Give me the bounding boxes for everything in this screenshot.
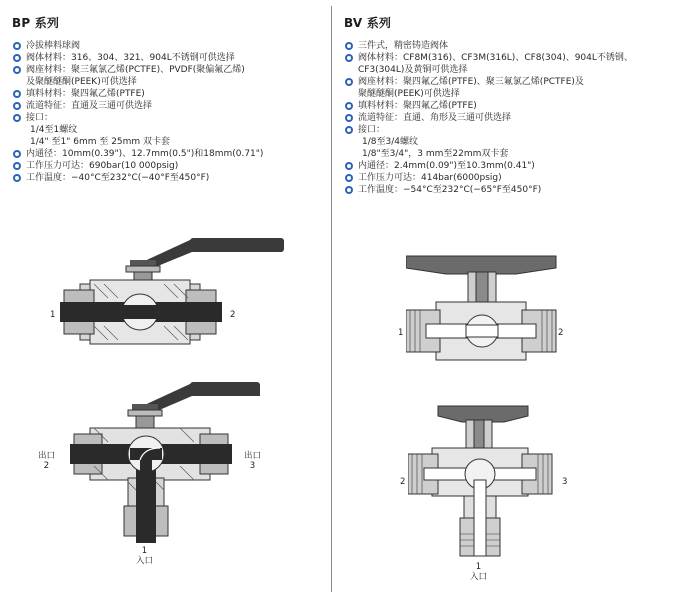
bp-spec-item <box>12 64 328 88</box>
bullet-icon <box>345 42 353 50</box>
bp-fig2-outlet-right-label: 出口 <box>244 451 262 461</box>
bp-straight-valve-drawing <box>60 232 290 362</box>
bv-spec-item <box>344 52 674 76</box>
bv-spec-item <box>344 184 674 196</box>
bullet-icon <box>345 114 353 122</box>
bp-spec-item <box>12 100 328 112</box>
bp-spec-text: 及聚醚醚酮(PEEK)可供选择 <box>26 77 137 87</box>
bv-spec-list <box>344 40 674 196</box>
bp-spec-item <box>12 88 328 100</box>
bv-three-way-valve-drawing <box>408 400 558 560</box>
bp-fig1-port-2: 2 <box>230 310 236 320</box>
bv-spec-item <box>344 160 674 172</box>
bullet-icon <box>345 78 353 86</box>
bp-spec-text: 1/4" 至1" 6mm 至 25mm 双卡套 <box>30 137 171 147</box>
bv-spec-text: 流道特征：直通、角形及三通可供选择 <box>358 113 512 123</box>
bp-fig2-inlet <box>136 546 153 566</box>
bp-fig2-inlet-num: 1 <box>141 546 148 556</box>
bv-spec-text: 三件式，精密铸造阀体 <box>358 41 449 51</box>
bv-spec-item <box>344 172 674 184</box>
bv-spec-text: 1/8"至3/4"，3 mm至22mm双卡套 <box>362 149 509 159</box>
bp-spec-item <box>12 40 328 52</box>
bp-spec-item <box>12 52 328 64</box>
bp-spec-text: 填料材料：聚四氟乙烯(PTFE) <box>26 89 145 99</box>
bv-straight-valve-drawing <box>406 248 566 378</box>
bv-spec-text: 填料材料：聚四氟乙烯(PTFE) <box>358 101 477 111</box>
bp-spec-list <box>12 40 328 184</box>
bullet-icon <box>345 162 353 170</box>
bv-spec-text: CF3(304L)及黄铜可供选择 <box>358 65 468 75</box>
bv-fig2-port-2: 2 <box>400 477 406 487</box>
bv-spec-item <box>344 76 674 100</box>
bp-fig2-outlet-right <box>244 451 261 471</box>
bullet-icon <box>345 174 353 182</box>
bv-fig1-port-1: 1 <box>398 328 404 338</box>
bp-fig2-outlet-left-num: 2 <box>43 461 50 471</box>
bv-fig1-port-2: 2 <box>558 328 564 338</box>
bp-spec-text: 接口： <box>26 113 54 123</box>
bp-spec-text: 阀体材料：316、304、321、904L不锈钢可供选择 <box>26 53 235 63</box>
bv-fig2-inlet <box>470 562 487 582</box>
bullet-icon <box>13 90 21 98</box>
bp-spec-text: 流道特征：直通及三通可供选择 <box>26 101 153 111</box>
bv-spec-item <box>344 40 674 52</box>
bv-fig2-inlet-label: 入口 <box>470 572 488 582</box>
bullet-icon <box>13 150 21 158</box>
bp-spec-text: 内通径：10mm(0.39")、12.7mm(0.5")和18mm(0.71") <box>26 149 264 159</box>
bp-three-way-valve-drawing <box>70 378 260 543</box>
bv-spec-text: 内通径：2.4mm(0.09")至10.3mm(0.41") <box>358 161 535 171</box>
bp-fig2-outlet-right-num: 3 <box>249 461 256 471</box>
bp-spec-text: 阀座材料：聚三氟氯乙烯(PCTFE)、PVDF(聚偏氟乙烯) <box>26 65 245 75</box>
bv-spec-text: 1/8至3/4螺纹 <box>362 137 418 147</box>
column-divider <box>331 6 332 592</box>
bp-spec-text: 1/4至1螺纹 <box>30 125 78 135</box>
bv-spec-text: 接口： <box>358 125 386 135</box>
bullet-icon <box>345 186 353 194</box>
bullet-icon <box>13 102 21 110</box>
bp-fig2-inlet-label: 入口 <box>136 556 154 566</box>
bv-spec-item <box>344 124 674 160</box>
bullet-icon <box>13 42 21 50</box>
bullet-icon <box>13 114 21 122</box>
bv-series-title: BV 系列 <box>344 16 392 30</box>
bv-spec-text: 阀体材料：CF8M(316)、CF3M(316L)、CF8(304)、904L不锈钢、 <box>358 53 633 63</box>
bp-spec-text: 冷拔棒料球阀 <box>26 41 81 51</box>
bullet-icon <box>345 102 353 110</box>
bv-fig2-inlet-num: 1 <box>475 562 482 572</box>
bullet-icon <box>13 162 21 170</box>
bullet-icon <box>13 66 21 74</box>
bv-spec-item <box>344 100 674 112</box>
bv-spec-text: 聚醚醚酮(PEEK)可供选择 <box>358 89 460 99</box>
bv-spec-item <box>344 112 674 124</box>
bp-spec-item <box>12 148 328 160</box>
bp-spec-item <box>12 112 328 148</box>
bp-spec-text: 工作压力可达：690bar(10 000psig) <box>26 161 179 171</box>
bp-spec-item <box>12 172 328 184</box>
bp-spec-item <box>12 160 328 172</box>
bullet-icon <box>345 126 353 134</box>
bv-spec-text: 工作压力可达：414bar(6000psig) <box>358 173 502 183</box>
bv-spec-text: 阀座材料：聚四氟乙烯(PTFE)、聚三氟氯乙烯(PCTFE)及 <box>358 77 584 87</box>
bp-fig1-port-1: 1 <box>50 310 56 320</box>
bv-spec-text: 工作温度：−54°C至232°C(−65°F至450°F) <box>358 185 542 195</box>
bv-fig2-port-3: 3 <box>562 477 568 487</box>
bp-fig2-outlet-left <box>38 451 55 471</box>
bp-series-title: BP 系列 <box>12 16 60 30</box>
bullet-icon <box>13 174 21 182</box>
bp-spec-text: 工作温度：−40°C至232°C(−40°F至450°F) <box>26 173 210 183</box>
bullet-icon <box>13 54 21 62</box>
bullet-icon <box>345 54 353 62</box>
bp-fig2-outlet-left-label: 出口 <box>38 451 56 461</box>
